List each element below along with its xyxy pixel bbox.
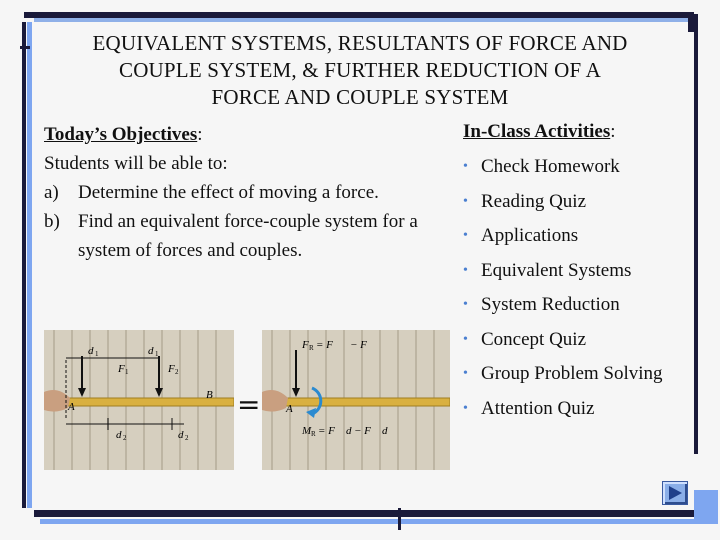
label-MR: M [302,425,312,437]
label-FR-expr: = F [316,339,333,351]
label-FR: F [302,339,309,351]
left-border-dark [22,22,26,508]
activity-item [463,189,703,214]
force-system-figure [44,330,454,470]
objectives-heading: Today’s Objectives [44,124,198,145]
objective-label: b) [44,211,60,232]
activity-item [463,327,703,352]
bullet-icon: • [463,228,468,243]
next-slide-triangle-icon [663,482,687,504]
activity-item [463,396,703,421]
bullet-icon: • [463,159,468,174]
activities-panel [463,120,703,430]
activities-heading: In-Class Activities [463,121,611,142]
equivalent-system-photo [262,330,450,470]
activity-item [463,258,703,283]
top-border-blue [34,18,694,22]
force-system-photo [44,330,234,470]
force-system-drawing [44,330,234,470]
bullet-icon: • [463,400,468,416]
label-FR-sub: R [309,344,314,352]
label-d1p: d [148,345,154,357]
activity-item [463,292,703,317]
objective-text: Determine the effect of moving a force. [78,182,379,203]
bullet-icon: • [463,193,468,209]
activity-text: Equivalent Systems [481,259,632,281]
label-MR-d2: d [382,425,388,437]
objectives-intro: Students will be able to: [44,153,228,174]
label-d2p: d [178,429,184,441]
label-MR-expr2: − F [354,425,371,437]
equals-sign: = [237,388,261,421]
activity-text: Check Homework [481,156,620,177]
activity-item [463,361,703,386]
activity-item [463,223,703,248]
label-d2-sub: 2 [123,434,127,442]
bullet-icon: • [463,331,468,347]
label-F1-sub: 1 [125,368,129,376]
label-F1: F [118,363,125,375]
label-MR-d1: d [346,425,352,437]
corner-accent [694,490,718,524]
activities-heading-colon: : [610,121,616,142]
activity-text: Reading Quiz [481,190,587,212]
slide-title [30,30,690,111]
bottom-border-tick [398,508,401,530]
activity-text: Applications [481,225,579,246]
label-d1-sub: 1 [95,350,99,358]
objectives-panel [44,120,444,265]
label-d1p-sub: 1 [155,350,159,358]
activities-heading-row [463,120,703,144]
bullet-icon: • [463,297,468,312]
label-A-right: A [286,403,293,415]
objective-item [44,178,444,207]
bullet-icon: • [463,366,468,381]
label-d1: d [88,345,94,357]
activity-text: Attention Quiz [481,397,595,419]
objective-label: a) [44,182,59,203]
label-F2: F [168,363,175,375]
title-line: COUPLE SYSTEM, & FURTHER REDUCTION OF A [118,58,601,82]
objective-item [44,207,444,265]
title-line: FORCE AND COUPLE SYSTEM [211,85,509,109]
activity-text: Group Problem Solving [481,363,663,384]
equivalent-system-drawing [262,330,450,470]
objective-text: Find an equivalent force-couple system for a system of forces and couples. [78,211,418,261]
activity-item [463,154,703,179]
left-border-tick [20,46,30,49]
bullet-icon: • [463,262,468,278]
label-d2p-sub: 2 [185,434,189,442]
label-d2: d [116,429,122,441]
activity-text: Concept Quiz [481,328,587,350]
activities-list [463,154,703,421]
objectives-heading-row [44,120,444,149]
label-F2-sub: 2 [175,368,179,376]
label-A: A [68,401,75,413]
label-FR-expr2: − F [350,339,367,351]
label-MR-expr: = F [318,425,335,437]
activity-text: System Reduction [481,294,620,315]
label-MR-sub: R [311,430,316,438]
label-B: B [206,389,213,401]
bottom-border-dark [34,510,704,517]
title-line: EQUIVALENT SYSTEMS, RESULTANTS OF FORCE AND [92,31,628,55]
bottom-border-blue [40,519,700,524]
next-slide-button[interactable] [662,481,688,505]
objectives-heading-colon: : [197,124,203,145]
